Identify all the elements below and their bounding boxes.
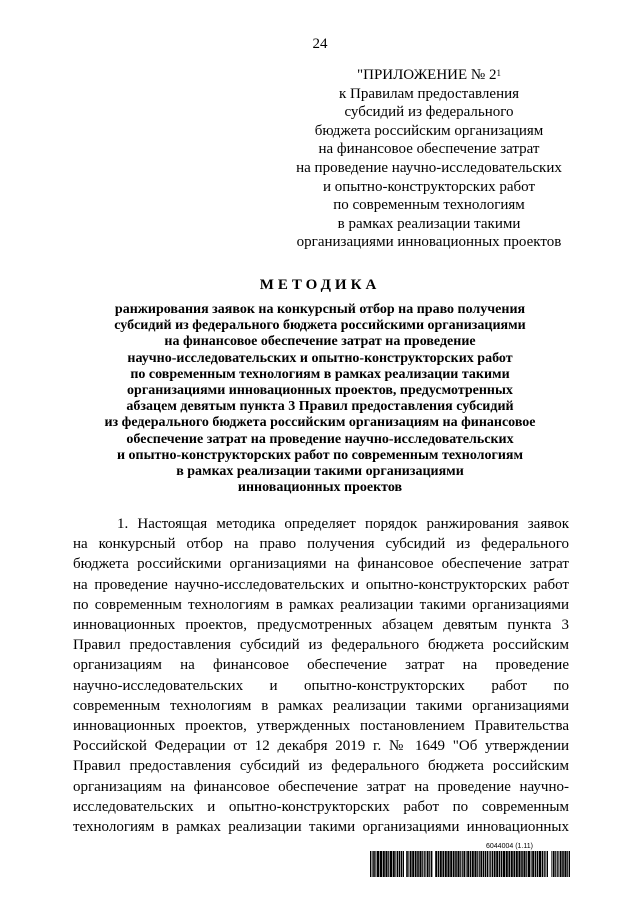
body-paragraph bbox=[73, 514, 569, 837]
barcode-bar bbox=[455, 851, 457, 877]
barcode-bar bbox=[487, 851, 488, 877]
barcode-bar bbox=[470, 851, 471, 877]
body-line: инновационных проектов, утвержденных постановлением Правительства bbox=[73, 718, 569, 735]
barcode-bar bbox=[485, 851, 487, 877]
appendix-line: по современным технологиям bbox=[333, 197, 525, 214]
subtitle-line: по современным технологиям в рамках реализации такими bbox=[130, 366, 510, 382]
document-title: МЕТОДИКА bbox=[259, 277, 381, 293]
body-line: Российской Федерации от 12 декабря 2019 г. № 1649 "Об утверждении bbox=[73, 738, 569, 755]
barcode-bar bbox=[569, 851, 570, 877]
body-line: технологиям в рамках реализации такими организациями инновационных bbox=[73, 819, 569, 836]
barcode-bar bbox=[539, 851, 541, 877]
barcode-bar bbox=[388, 851, 389, 877]
subtitle-line: из федерального бюджета российским организациям на финансовое bbox=[104, 415, 536, 431]
barcode-bar bbox=[567, 851, 568, 877]
barcode-bar bbox=[419, 851, 421, 877]
body-line: по современным технологиям в рамках реализации такими организациями bbox=[73, 596, 569, 613]
barcode-bar bbox=[410, 851, 412, 877]
barcode-bar bbox=[375, 851, 376, 877]
barcode-bar bbox=[417, 851, 419, 877]
barcode-bar bbox=[377, 851, 379, 877]
subtitle-line: организациями инновационных проектов, предусмотренных bbox=[127, 383, 513, 399]
barcode-bar bbox=[506, 851, 508, 877]
subtitle-line: научно-исследовательских и опытно-конструкторских работ bbox=[127, 350, 513, 366]
barcode-bar bbox=[503, 851, 505, 877]
appendix-line: и опытно-конструкторских работ bbox=[322, 178, 536, 195]
barcode-bar bbox=[496, 851, 498, 877]
appendix-line: бюджета российским организациям bbox=[314, 122, 544, 139]
barcode-bar bbox=[429, 851, 430, 877]
barcode-bar bbox=[412, 851, 414, 877]
appendix-heading-superscript: 1 bbox=[496, 68, 501, 78]
body-line: 1. Настоящая методика определяет порядок ранжирования заявок bbox=[117, 516, 569, 532]
body-line: Правил предоставления субсидий из федерального бюджета российским bbox=[73, 637, 569, 654]
body-line: научно-исследовательских и опытно-конструкторских работ по bbox=[73, 677, 569, 694]
appendix-heading: "ПРИЛОЖЕНИЕ № $2^1$ bbox=[356, 67, 501, 83]
body-line: инновационных проектов, предусмотренных абзацем девятым пункта 3 bbox=[73, 617, 569, 634]
subtitle-line: инновационных проектов bbox=[237, 480, 403, 496]
barcode-bar bbox=[406, 851, 408, 877]
barcode-bar bbox=[555, 851, 556, 877]
barcode-bar bbox=[450, 851, 452, 877]
barcode-bar bbox=[383, 851, 385, 877]
body-line: организациям на финансовое обеспечение затрат на проведение научно- bbox=[73, 778, 569, 795]
barcode-bar bbox=[483, 851, 485, 877]
subtitle-line: в рамках реализации такими организациями bbox=[176, 464, 464, 480]
barcode-bar bbox=[435, 851, 437, 877]
barcode-bar bbox=[490, 851, 491, 877]
subtitle-line: и опытно-конструкторских работ по современным технологиям bbox=[116, 447, 524, 463]
barcode bbox=[370, 851, 570, 877]
barcode-bar bbox=[518, 851, 520, 877]
barcode-bar bbox=[462, 851, 463, 877]
barcode-bar bbox=[442, 851, 444, 877]
barcode-bar bbox=[499, 851, 500, 877]
appendix-line: на финансовое обеспечение затрат bbox=[318, 141, 540, 158]
barcode-bar bbox=[415, 851, 417, 877]
barcode-bar bbox=[422, 851, 423, 877]
barcode-bar bbox=[544, 851, 545, 877]
barcode-bar bbox=[395, 851, 396, 877]
barcode-bar bbox=[424, 851, 425, 877]
appendix-line: в рамках реализации такими bbox=[337, 215, 521, 232]
barcode-bar bbox=[528, 851, 530, 877]
barcode-bar bbox=[472, 851, 474, 877]
barcode-bar bbox=[531, 851, 532, 877]
barcode-bar bbox=[457, 851, 459, 877]
barcode-bar bbox=[460, 851, 461, 877]
barcode-bar bbox=[393, 851, 395, 877]
barcode-bar bbox=[447, 851, 449, 877]
barcode-bar bbox=[501, 851, 503, 877]
barcode-bar bbox=[526, 851, 527, 877]
body-line: бюджета российскими организациями на финансовое обеспечение затрат bbox=[73, 556, 569, 573]
document-subtitle bbox=[60, 302, 580, 496]
barcode-bar bbox=[445, 851, 447, 877]
barcode-bar bbox=[508, 851, 510, 877]
barcode-bar bbox=[521, 851, 523, 877]
subtitle-line: обеспечение затрат на проведение научно-исследовательских bbox=[126, 431, 514, 447]
subtitle-line: на финансовое обеспечение затрат на проведение bbox=[164, 334, 476, 350]
barcode-bar bbox=[511, 851, 513, 877]
appendix-block bbox=[274, 66, 584, 252]
barcode-bar bbox=[564, 851, 566, 877]
appendix-line: субсидий из федерального bbox=[344, 104, 514, 121]
barcode-bar bbox=[463, 851, 465, 877]
page-number: 24 bbox=[312, 36, 328, 52]
body-line: организациям на финансовое обеспечение затрат на проведение bbox=[73, 657, 569, 674]
barcode-bar bbox=[523, 851, 525, 877]
barcode-bar bbox=[535, 851, 536, 877]
barcode-bar bbox=[474, 851, 476, 877]
barcode-bar bbox=[480, 851, 482, 877]
barcode-bar bbox=[547, 851, 548, 877]
barcode-bar bbox=[466, 851, 467, 877]
barcode-bar bbox=[401, 851, 403, 877]
barcode-bar bbox=[390, 851, 392, 877]
barcode-label: 6044004 (1.11) bbox=[486, 843, 533, 850]
body-line: на конкурсный отбор на право получения субсидий из федерального bbox=[73, 536, 569, 553]
barcode-bar bbox=[440, 851, 442, 877]
barcode-bar bbox=[408, 851, 409, 877]
barcode-bar bbox=[560, 851, 562, 877]
barcode-bar bbox=[373, 851, 375, 877]
barcode-bar bbox=[562, 851, 564, 877]
barcode-bar bbox=[492, 851, 494, 877]
barcode-bar bbox=[399, 851, 401, 877]
barcode-bar bbox=[551, 851, 552, 877]
appendix-line: к Правилам предоставления bbox=[338, 85, 520, 102]
barcode-bar bbox=[558, 851, 559, 877]
barcode-bar bbox=[438, 851, 439, 877]
barcode-bar bbox=[467, 851, 469, 877]
subtitle-line: ранжирования заявок на конкурсный отбор на право получения bbox=[114, 302, 526, 317]
barcode-bar bbox=[380, 851, 382, 877]
barcode-bar bbox=[537, 851, 539, 877]
barcode-bar bbox=[489, 851, 490, 877]
barcode-bar bbox=[431, 851, 433, 877]
subtitle-line: субсидий из федерального бюджета российскими организациями bbox=[114, 318, 526, 334]
subtitle-line: абзацем девятым пункта 3 Правил предоставления субсидий bbox=[126, 399, 514, 415]
barcode-bar bbox=[397, 851, 398, 877]
barcode-bar bbox=[453, 851, 455, 877]
barcode-bar bbox=[403, 851, 404, 877]
barcode-bar bbox=[385, 851, 387, 877]
barcode-bar bbox=[545, 851, 546, 877]
barcode-bar bbox=[477, 851, 478, 877]
barcode-bar bbox=[494, 851, 496, 877]
barcode-bar bbox=[516, 851, 518, 877]
body-line: современным технологиям в рамках реализации такими организациями bbox=[73, 697, 569, 714]
body-line: Правил предоставления субсидий из федерального бюджета российским bbox=[73, 758, 569, 775]
body-line: исследовательских и опытно-конструкторских работ по современным bbox=[73, 798, 569, 815]
barcode-bar bbox=[553, 851, 555, 877]
barcode-bar bbox=[372, 851, 373, 877]
barcode-bar bbox=[427, 851, 429, 877]
appendix-line: на проведение научно-исследовательских bbox=[296, 159, 562, 176]
barcode-bar bbox=[425, 851, 426, 877]
barcode-bar bbox=[479, 851, 480, 877]
body-line: на проведение научно-исследовательских и опытно-конструкторских работ bbox=[73, 576, 569, 593]
barcode-bar bbox=[513, 851, 515, 877]
barcode-bar bbox=[532, 851, 534, 877]
barcode-bar bbox=[557, 851, 558, 877]
appendix-line: организациями инновационных проектов bbox=[296, 234, 562, 251]
barcode-bar bbox=[542, 851, 544, 877]
barcode-bar bbox=[370, 851, 371, 877]
